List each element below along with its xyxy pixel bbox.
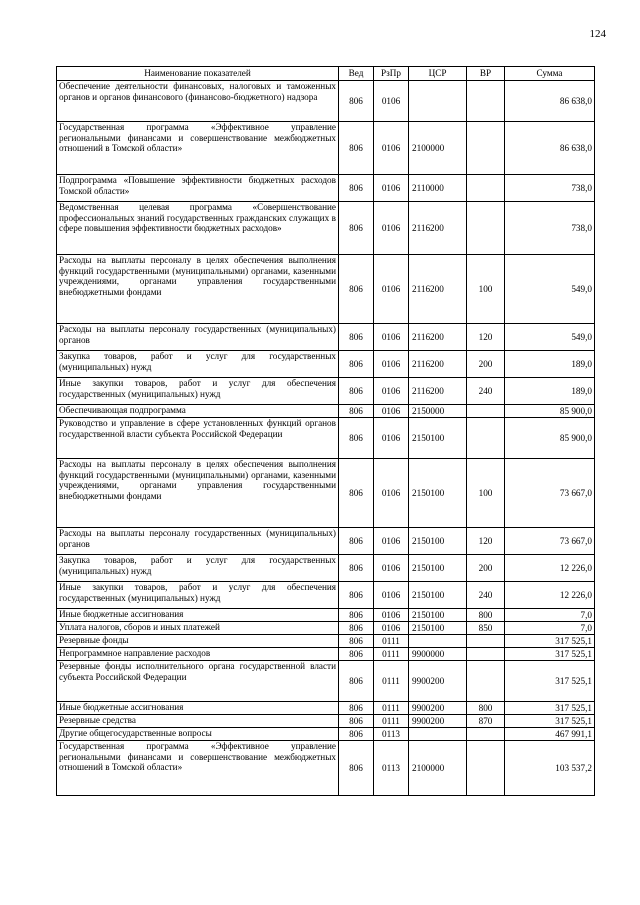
row-sum: 317 525,1 bbox=[505, 715, 595, 728]
row-rzpr: 0106 bbox=[374, 609, 409, 622]
row-rzpr: 0106 bbox=[374, 255, 409, 324]
row-rzpr: 0106 bbox=[374, 122, 409, 175]
table-row bbox=[57, 405, 595, 418]
row-vr: 200 bbox=[467, 351, 505, 378]
row-name: Иные бюджетные ассигнования bbox=[57, 702, 339, 715]
row-rzpr: 0111 bbox=[374, 648, 409, 661]
table-row bbox=[57, 715, 595, 728]
row-ved: 806 bbox=[339, 255, 374, 324]
row-sum: 549,0 bbox=[505, 324, 595, 351]
row-rzpr: 0113 bbox=[374, 741, 409, 796]
row-ved: 806 bbox=[339, 528, 374, 555]
row-rzpr: 0106 bbox=[374, 175, 409, 202]
row-ved: 806 bbox=[339, 175, 374, 202]
row-vr bbox=[467, 648, 505, 661]
row-rzpr: 0111 bbox=[374, 635, 409, 648]
row-name: Закупка товаров, работ и услуг для государственных (муниципальных) нужд bbox=[57, 351, 339, 378]
row-sum: 738,0 bbox=[505, 175, 595, 202]
row-vr bbox=[467, 175, 505, 202]
table-row bbox=[57, 609, 595, 622]
row-name: Иные бюджетные ассигнования bbox=[57, 609, 339, 622]
table-row bbox=[57, 661, 595, 702]
row-ved: 806 bbox=[339, 324, 374, 351]
row-csr: 2116200 bbox=[409, 202, 467, 255]
table-row bbox=[57, 81, 595, 122]
row-ved: 806 bbox=[339, 405, 374, 418]
row-name: Иные закупки товаров, работ и услуг для обеспечения государственных (муниципальных) нужд bbox=[57, 378, 339, 405]
row-csr bbox=[409, 635, 467, 648]
row-csr: 2150100 bbox=[409, 555, 467, 582]
row-rzpr: 0106 bbox=[374, 324, 409, 351]
row-sum: 317 525,1 bbox=[505, 702, 595, 715]
row-sum: 12 226,0 bbox=[505, 555, 595, 582]
row-vr bbox=[467, 122, 505, 175]
row-ved: 806 bbox=[339, 202, 374, 255]
row-ved: 806 bbox=[339, 459, 374, 528]
row-vr: 800 bbox=[467, 702, 505, 715]
row-sum: 85 900,0 bbox=[505, 405, 595, 418]
row-ved: 806 bbox=[339, 635, 374, 648]
row-rzpr: 0106 bbox=[374, 202, 409, 255]
row-csr: 2150100 bbox=[409, 622, 467, 635]
row-rzpr: 0106 bbox=[374, 378, 409, 405]
row-csr: 2150100 bbox=[409, 528, 467, 555]
row-sum: 73 667,0 bbox=[505, 459, 595, 528]
header-ved: Вед bbox=[339, 67, 374, 81]
row-sum: 7,0 bbox=[505, 609, 595, 622]
header-rzpr: РзПр bbox=[374, 67, 409, 81]
row-name: Иные закупки товаров, работ и услуг для обеспечения государственных (муниципальных) нужд bbox=[57, 582, 339, 609]
row-name: Подпрограмма «Повышение эффективности бюджетных расходов Томской области» bbox=[57, 175, 339, 202]
row-sum: 86 638,0 bbox=[505, 81, 595, 122]
table-row bbox=[57, 418, 595, 459]
row-ved: 806 bbox=[339, 418, 374, 459]
row-name: Резервные фонды исполнительного органа государственной власти субъекта Российской Федерации bbox=[57, 661, 339, 702]
budget-table bbox=[56, 66, 595, 796]
row-sum: 189,0 bbox=[505, 378, 595, 405]
row-sum: 103 537,2 bbox=[505, 741, 595, 796]
row-vr bbox=[467, 418, 505, 459]
row-sum: 317 525,1 bbox=[505, 635, 595, 648]
row-rzpr: 0106 bbox=[374, 81, 409, 122]
table-row bbox=[57, 122, 595, 175]
row-vr: 100 bbox=[467, 255, 505, 324]
row-sum: 189,0 bbox=[505, 351, 595, 378]
table-row bbox=[57, 582, 595, 609]
row-name: Уплата налогов, сборов и иных платежей bbox=[57, 622, 339, 635]
table-row bbox=[57, 528, 595, 555]
row-vr bbox=[467, 741, 505, 796]
row-rzpr: 0106 bbox=[374, 555, 409, 582]
row-sum: 86 638,0 bbox=[505, 122, 595, 175]
table-row bbox=[57, 635, 595, 648]
table-header-row bbox=[57, 67, 595, 81]
table-row bbox=[57, 324, 595, 351]
row-name: Другие общегосударственные вопросы bbox=[57, 728, 339, 741]
row-vr bbox=[467, 405, 505, 418]
row-name: Расходы на выплаты персоналу государственных (муниципальных) органов bbox=[57, 528, 339, 555]
row-csr: 2100000 bbox=[409, 122, 467, 175]
row-name: Резервные фонды bbox=[57, 635, 339, 648]
row-ved: 806 bbox=[339, 728, 374, 741]
row-rzpr: 0106 bbox=[374, 351, 409, 378]
row-sum: 549,0 bbox=[505, 255, 595, 324]
row-name: Расходы на выплаты персоналу в целях обеспечения выполнения функций государственными (муниципальными) органами, казенными учреждениями, органами управления государственными внебюджетными фондами bbox=[57, 459, 339, 528]
row-rzpr: 0111 bbox=[374, 661, 409, 702]
row-sum: 738,0 bbox=[505, 202, 595, 255]
row-vr: 240 bbox=[467, 582, 505, 609]
header-name: Наименование показателей bbox=[57, 67, 339, 81]
row-vr: 120 bbox=[467, 528, 505, 555]
table-row bbox=[57, 728, 595, 741]
row-csr: 9900200 bbox=[409, 702, 467, 715]
row-ved: 806 bbox=[339, 661, 374, 702]
row-ved: 806 bbox=[339, 648, 374, 661]
row-rzpr: 0106 bbox=[374, 528, 409, 555]
row-vr: 120 bbox=[467, 324, 505, 351]
row-name: Закупка товаров, работ и услуг для государственных (муниципальных) нужд bbox=[57, 555, 339, 582]
row-name: Обеспечивающая подпрограмма bbox=[57, 405, 339, 418]
row-rzpr: 0106 bbox=[374, 418, 409, 459]
row-ved: 806 bbox=[339, 582, 374, 609]
row-name: Государственная программа «Эффективное управление региональными финансами и совершенствование межбюджетных отношений в Томской области» bbox=[57, 741, 339, 796]
table-row bbox=[57, 555, 595, 582]
row-csr: 9900000 bbox=[409, 648, 467, 661]
row-vr bbox=[467, 635, 505, 648]
row-name: Руководство и управление в сфере установленных функций органов государственной власти субъекта Российской Федерации bbox=[57, 418, 339, 459]
row-name: Расходы на выплаты персоналу государственных (муниципальных) органов bbox=[57, 324, 339, 351]
row-ved: 806 bbox=[339, 122, 374, 175]
row-sum: 73 667,0 bbox=[505, 528, 595, 555]
page-number: 124 bbox=[589, 28, 606, 40]
row-ved: 806 bbox=[339, 351, 374, 378]
row-csr: 2116200 bbox=[409, 351, 467, 378]
table-row bbox=[57, 175, 595, 202]
row-vr bbox=[467, 202, 505, 255]
row-vr: 850 bbox=[467, 622, 505, 635]
row-vr: 800 bbox=[467, 609, 505, 622]
row-csr: 2116200 bbox=[409, 324, 467, 351]
table-row bbox=[57, 378, 595, 405]
row-ved: 806 bbox=[339, 715, 374, 728]
table-row bbox=[57, 741, 595, 796]
row-sum: 317 525,1 bbox=[505, 661, 595, 702]
row-sum: 7,0 bbox=[505, 622, 595, 635]
row-name: Государственная программа «Эффективное управление региональными финансами и совершенствование межбюджетных отношений в Томской области» bbox=[57, 122, 339, 175]
table-row bbox=[57, 459, 595, 528]
row-csr bbox=[409, 81, 467, 122]
row-rzpr: 0106 bbox=[374, 582, 409, 609]
row-ved: 806 bbox=[339, 702, 374, 715]
row-csr: 9900200 bbox=[409, 715, 467, 728]
row-ved: 806 bbox=[339, 81, 374, 122]
table-row bbox=[57, 648, 595, 661]
row-sum: 317 525,1 bbox=[505, 648, 595, 661]
row-vr bbox=[467, 661, 505, 702]
row-ved: 806 bbox=[339, 609, 374, 622]
row-ved: 806 bbox=[339, 378, 374, 405]
row-csr: 2150000 bbox=[409, 405, 467, 418]
row-rzpr: 0106 bbox=[374, 622, 409, 635]
header-csr: ЦСР bbox=[409, 67, 467, 81]
row-csr bbox=[409, 728, 467, 741]
row-vr: 240 bbox=[467, 378, 505, 405]
row-csr: 2150100 bbox=[409, 609, 467, 622]
row-sum: 85 900,0 bbox=[505, 418, 595, 459]
row-ved: 806 bbox=[339, 741, 374, 796]
row-name: Расходы на выплаты персоналу в целях обеспечения выполнения функций государственными (муниципальными) органами, казенными учреждениями, органами управления государственными внебюджетными фондами bbox=[57, 255, 339, 324]
row-csr: 2116200 bbox=[409, 255, 467, 324]
row-csr: 2110000 bbox=[409, 175, 467, 202]
header-sum: Сумма bbox=[505, 67, 595, 81]
row-vr: 200 bbox=[467, 555, 505, 582]
row-sum: 12 226,0 bbox=[505, 582, 595, 609]
row-csr: 2116200 bbox=[409, 378, 467, 405]
table-row bbox=[57, 255, 595, 324]
row-name: Резервные средства bbox=[57, 715, 339, 728]
table-body bbox=[57, 81, 595, 796]
row-name: Непрограммное направление расходов bbox=[57, 648, 339, 661]
row-csr: 2150100 bbox=[409, 582, 467, 609]
row-csr: 2150100 bbox=[409, 418, 467, 459]
row-csr: 9900200 bbox=[409, 661, 467, 702]
row-rzpr: 0111 bbox=[374, 715, 409, 728]
row-rzpr: 0113 bbox=[374, 728, 409, 741]
row-rzpr: 0106 bbox=[374, 405, 409, 418]
row-vr: 100 bbox=[467, 459, 505, 528]
row-ved: 806 bbox=[339, 622, 374, 635]
row-csr: 2100000 bbox=[409, 741, 467, 796]
table-row bbox=[57, 351, 595, 378]
row-vr bbox=[467, 728, 505, 741]
row-sum: 467 991,1 bbox=[505, 728, 595, 741]
table-row bbox=[57, 622, 595, 635]
row-vr bbox=[467, 81, 505, 122]
row-ved: 806 bbox=[339, 555, 374, 582]
row-rzpr: 0106 bbox=[374, 459, 409, 528]
header-vr: ВР bbox=[467, 67, 505, 81]
row-csr: 2150100 bbox=[409, 459, 467, 528]
table-row bbox=[57, 202, 595, 255]
row-rzpr: 0111 bbox=[374, 702, 409, 715]
row-name: Ведомственная целевая программа «Совершенствование профессиональных знаний государственных гражданских служащих в сфере повышения эффективности бюджетных расходов» bbox=[57, 202, 339, 255]
row-vr: 870 bbox=[467, 715, 505, 728]
table-row bbox=[57, 702, 595, 715]
row-name: Обеспечение деятельности финансовых, налоговых и таможенных органов и органов финансового (финансово-бюджетного) надзора bbox=[57, 81, 339, 122]
